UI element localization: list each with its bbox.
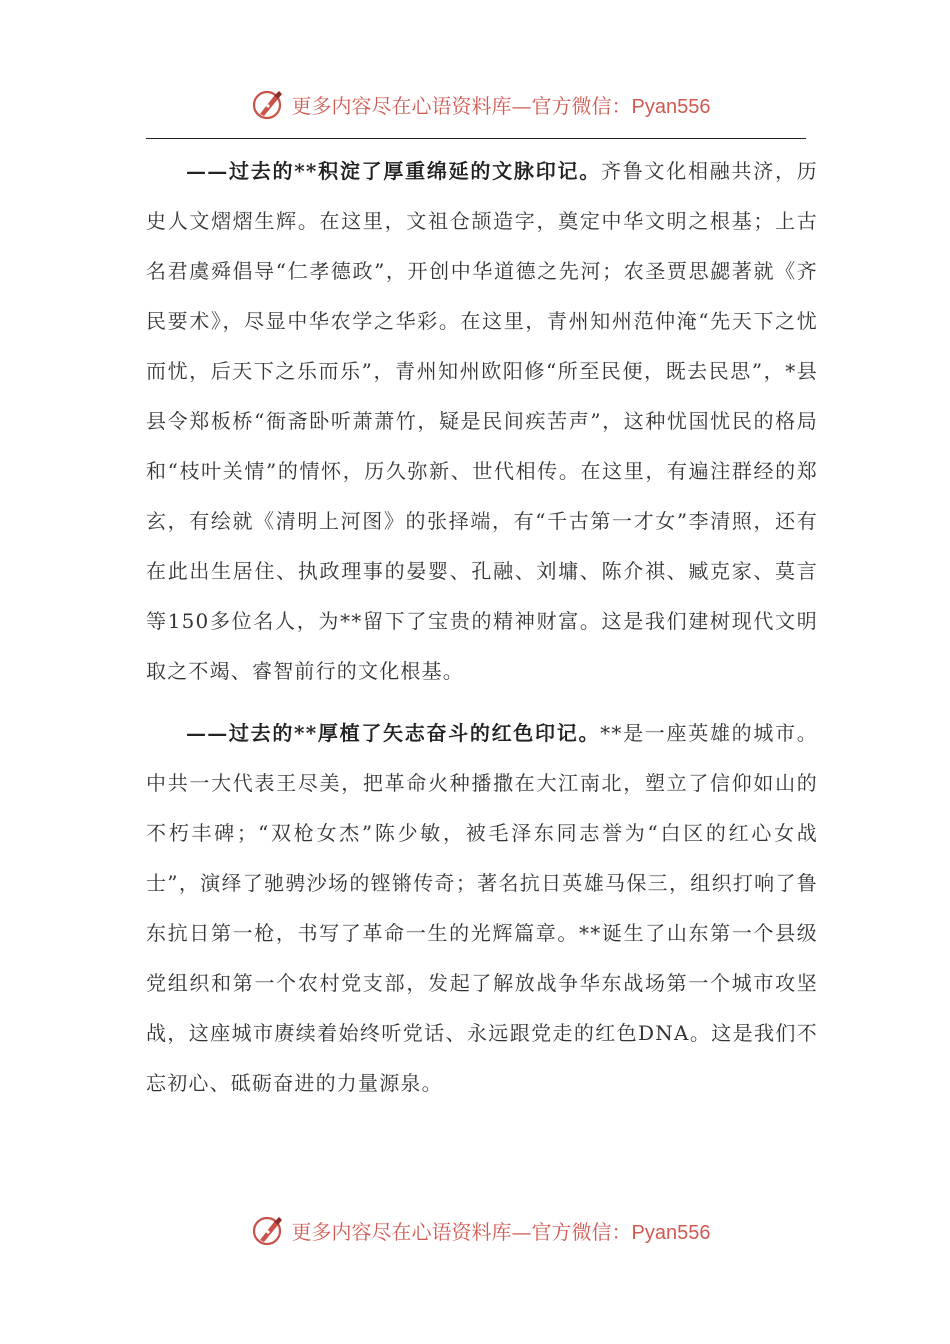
paragraph-2-body: **是一座英雄的城市。中共一大代表王尽美，把革命火种播撒在大江南北，塑立了信仰如山的不朽丰碑；“双枪女杰”陈少敏，被毛泽东同志誉为“白区的红心女战士”，演绎了驰骋沙场的铿锵传奇；著名抗日英雄马保三，组织打响了鲁东抗日第一枪，书写了革命一生的光辉篇章。**诞生了山东第一个县级党组织和第一个农村党支部，发起了解放战争华东战场第一个城市攻坚战，这座城市赓续着始终听党话、永远跟党走的红色DNA。这是我们不忘初心、砥砺奋进的力量源泉。	[146, 721, 818, 1095]
banner-main-text: 更多内容尽在心语资料库	[291, 1219, 512, 1244]
footer-banner-text	[292, 1216, 711, 1245]
pen-nib-icon	[252, 1213, 286, 1247]
footer-banner-inner	[252, 1213, 711, 1247]
document-body	[146, 146, 818, 1108]
paragraph-2	[146, 708, 818, 1108]
banner-main-text: 更多内容尽在心语资料库	[291, 93, 512, 118]
banner-wechat-label: 官方微信：	[531, 93, 632, 118]
paragraph-1-lead: ——过去的**积淀了厚重绵延的文脉印记。	[186, 159, 601, 183]
banner-dash: —	[511, 93, 532, 118]
banner-wechat-label: 官方微信：	[531, 1219, 632, 1244]
paragraph-2-lead: ——过去的**厚植了矢志奋斗的红色印记。	[186, 721, 601, 745]
banner-wechat-handle: Pyan556	[631, 95, 711, 118]
header-banner-inner	[252, 87, 711, 121]
banner-dash: —	[511, 1219, 532, 1244]
header-banner	[0, 84, 950, 124]
paragraph-1-body: 齐鲁文化相融共济，历史人文熠熠生辉。在这里，文祖仓颉造字，奠定中华文明之根基；上古名君虞舜倡导“仁孝德政”，开创中华道德之先河；农圣贾思勰著就《齐民要术》，尽显中华农学之华彩。在这里，青州知州范仲淹“先天下之忧而忧，后天下之乐而乐”，青州知州欧阳修“所至民便，既去民思”，*县县令郑板桥“衙斋卧听萧萧竹，疑是民间疾苦声”，这种忧国忧民的格局和“枝叶关情”的情怀，历久弥新、世代相传。在这里，有遍注群经的郑玄，有绘就《清明上河图》的张择端，有“千古第一才女”李清照，还有在此出生居住、执政理事的晏婴、孔融、刘墉、陈介祺、臧克家、莫言等150多位名人，为**留下了宝贵的精神财富。这是我们建树现代文明取之不竭、睿智前行的文化根基。	[146, 159, 819, 683]
paragraph-1	[146, 146, 818, 696]
header-banner-text	[292, 90, 711, 119]
footer-banner	[0, 1210, 950, 1250]
header-divider	[146, 138, 806, 139]
banner-wechat-handle: Pyan556	[631, 1221, 711, 1244]
pen-nib-icon	[252, 87, 286, 121]
